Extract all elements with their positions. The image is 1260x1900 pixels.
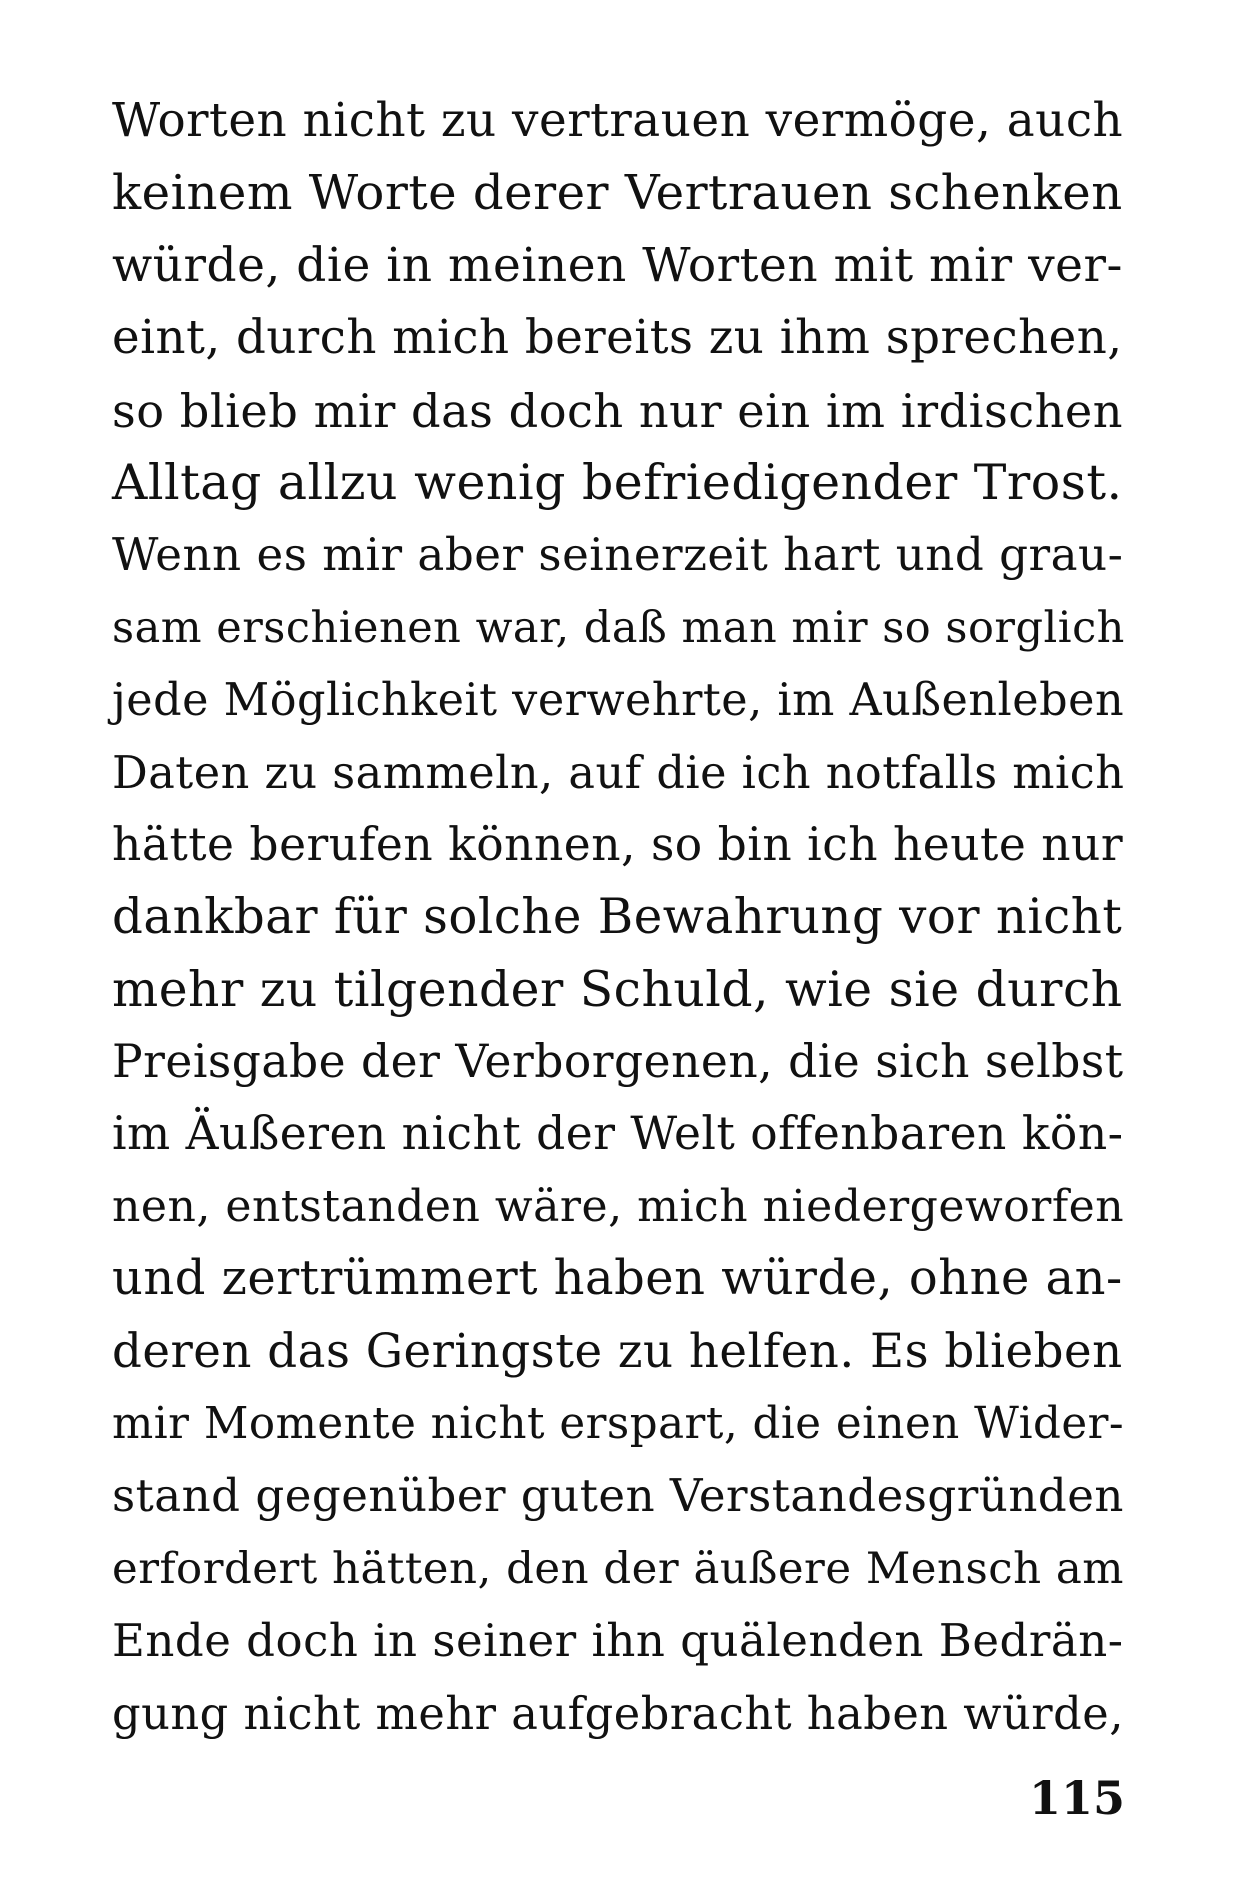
text-line: Worten nicht zu vertrauen vermöge, auch — [112, 94, 1124, 148]
page-number: 115 — [1028, 1771, 1125, 1825]
text-line: und zertrümmert haben würde, ohne an- — [112, 1251, 1123, 1307]
text-line: stand gegenüber guten Verstandesgründen — [112, 1469, 1124, 1523]
text-line: dankbar für solche Bewahrung vor nicht — [112, 889, 1123, 946]
text-line: im Äußeren nicht der Welt offenbaren kön- — [112, 1107, 1124, 1161]
text-line: mehr zu tilgender Schuld, wie sie durch — [112, 961, 1123, 1018]
text-line: erfordert hätten, den der äußere Mensch am — [112, 1543, 1124, 1594]
text-line: mir Momente nicht erspart, die einen Wider- — [112, 1399, 1125, 1450]
text-line: jede Möglichkeit verwehrte, im Außenleben — [112, 674, 1125, 727]
text-line: so blieb mir das doch nur ein im irdischen — [112, 383, 1123, 438]
text-line: keinem Worte derer Vertrauen schenken — [112, 165, 1123, 222]
text-line: Alltag allzu wenig befriedigender Trost. — [112, 453, 1123, 511]
text-line: Wenn es mir aber seinerzeit hart und grau- — [112, 528, 1124, 582]
text-line: würde, die in meinen Worten mit mir ver- — [112, 237, 1123, 293]
text-line: gung nicht mehr aufgebracht haben würde, — [112, 1687, 1124, 1740]
text-line: sam erschienen war, daß man mir so sorglich — [112, 602, 1125, 653]
text-line: Preisgabe der Verborgenen, die sich selbst — [112, 1035, 1124, 1089]
text-line: Ende doch in seiner ihn quälenden Bedrän- — [112, 1614, 1124, 1668]
text-line: eint, durch mich bereits zu ihm sprechen, — [112, 311, 1123, 366]
text-line: nen, entstanden wäre, mich niedergeworfen — [112, 1180, 1125, 1232]
text-line: Daten zu sammeln, auf die ich notfalls mich — [112, 746, 1125, 799]
body-text — [112, 85, 1125, 1750]
text-line: hätte berufen können, so bin ich heute nur — [112, 817, 1124, 871]
text-line: deren das Geringste zu helfen. Es blieben — [112, 1324, 1123, 1379]
